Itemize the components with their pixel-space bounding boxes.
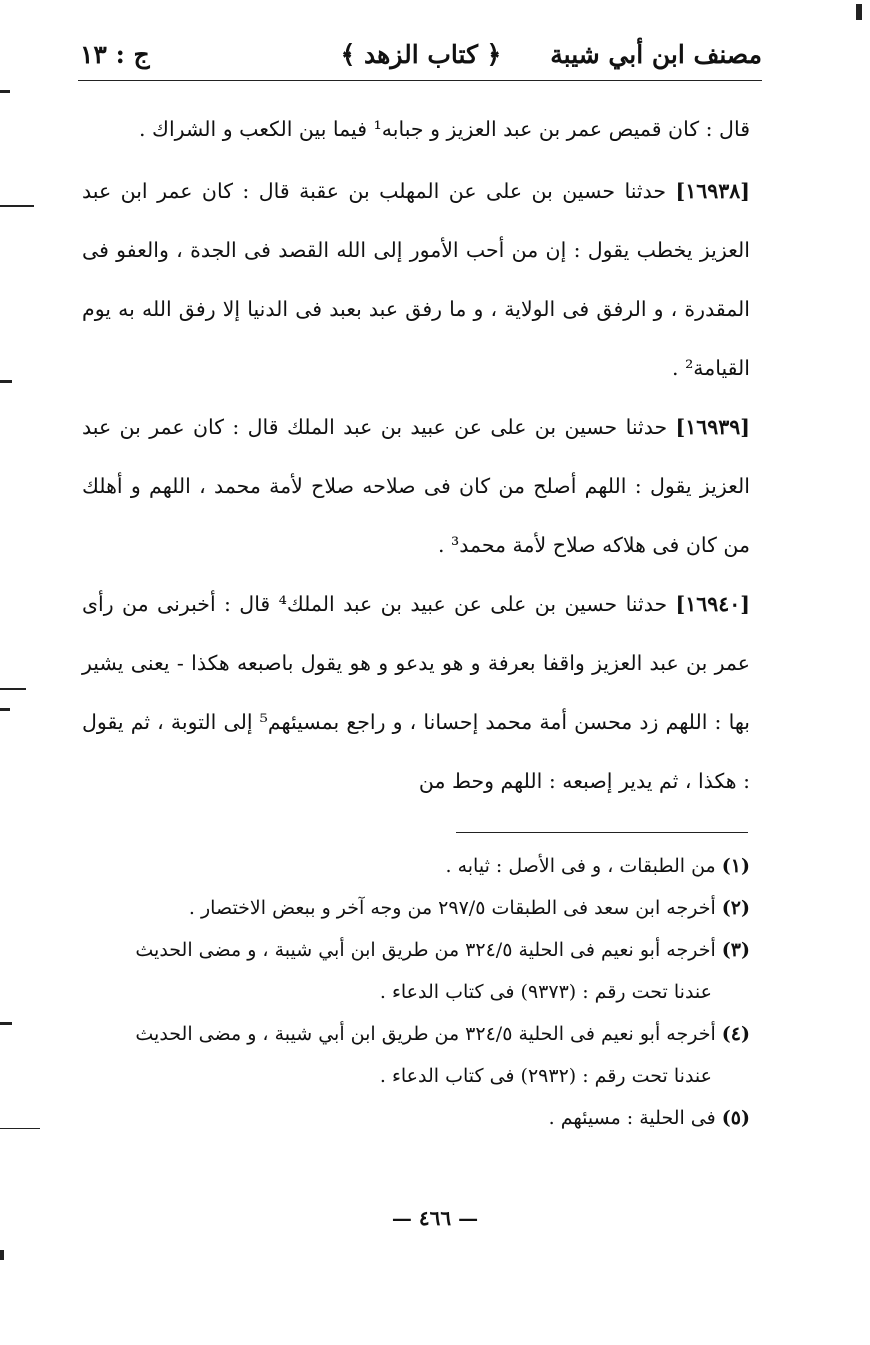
hadith-number: [١٦٩٤٠] <box>675 592 750 616</box>
paragraph-text: حدثنا حسين بن على عن عبيد بن عبد الملك⁴ قال : أخبرنى من رأى عمر بن عبد العزيز واقفا بعرفة و هو يدعو و هو يقول باصبعه هكذا - يعنى يشير بها : اللهم زد محسن أمة محمد إحسانا ، و راجع بمسيئهم⁵ إلى التوبة ، ثم يقول : هكذا ، ثم يدير إصبعه : اللهم وحط من <box>82 592 750 793</box>
scan-mark <box>0 380 12 383</box>
footnote <box>82 1097 750 1139</box>
scan-mark <box>0 708 10 711</box>
book-title: مصنف ابن أبي شيبة <box>550 40 762 69</box>
paragraph <box>82 100 750 159</box>
footnote-continuation: عندنا تحت رقم : (٢٩٣٢) فى كتاب الدعاء . <box>379 1065 712 1087</box>
paragraph <box>82 162 750 398</box>
footnote-number: (٢) <box>721 897 750 919</box>
footnote-number: (٥) <box>721 1107 750 1129</box>
chapter-title: ﴿ كتاب الزهد ﴾ <box>340 40 502 69</box>
scan-mark <box>0 90 10 93</box>
scan-mark <box>856 4 862 20</box>
scan-mark <box>0 688 26 690</box>
footnote-text: فى الحلية : مسيئهم . <box>548 1107 716 1129</box>
footnotes <box>82 845 750 1139</box>
paragraph-text: قال : كان قميص عمر بن عبد العزيز و جبابه¹ فيما بين الكعب و الشراك . <box>139 117 750 141</box>
hadith-number: [١٦٩٣٩] <box>675 415 750 439</box>
footnote <box>82 845 750 887</box>
paragraph-text: حدثنا حسين بن على عن المهلب بن عقبة قال : كان عمر ابن عبد العزيز يخطب يقول : إن من أحب الأمور إلى الله القصد فى الجدة ، والعفو فى المقدرة ، و الرفق فى الولاية ، و ما رفق عبد بعبد فى الدنيا إلا رفق الله به يوم القيامة² . <box>82 179 750 380</box>
header-divider <box>78 80 762 81</box>
footnote <box>82 929 750 971</box>
paragraph <box>82 575 750 811</box>
footnote <box>82 887 750 929</box>
scan-mark <box>0 1022 12 1025</box>
footnote-number: (٤) <box>721 1023 750 1045</box>
footnote-divider <box>456 832 748 833</box>
footnote-text: أخرجه أبو نعيم فى الحلية ٣٢٤/٥ من طريق ابن أبي شيبة ، و مضى الحديث <box>135 939 716 961</box>
paragraph-text: حدثنا حسين بن على عن عبيد بن عبد الملك قال : كان عمر بن عبد العزيز يقول : اللهم أصلح من كان فى صلاحه صلاح لأمة محمد ، اللهم و أهلك من كان فى هلاكه صلاح لأمة محمد³ . <box>82 415 750 557</box>
footnote-text: من الطبقات ، و فى الأصل : ثيابه . <box>445 855 716 877</box>
page-header <box>80 36 762 78</box>
main-text <box>82 100 750 811</box>
paragraph <box>82 398 750 575</box>
footnote-text: أخرجه أبو نعيم فى الحلية ٣٢٤/٥ من طريق ابن أبي شيبة ، و مضى الحديث <box>135 1023 716 1045</box>
scan-mark <box>0 205 34 207</box>
hadith-number: [١٦٩٣٨] <box>675 179 750 203</box>
scan-mark <box>0 1128 40 1129</box>
footnote <box>82 1013 750 1055</box>
volume-label: ج : ١٣ <box>80 40 150 69</box>
scan-mark <box>0 1250 4 1260</box>
footnote-text: أخرجه ابن سعد فى الطبقات ٢٩٧/٥ من وجه آخر و ببعض الاختصار . <box>188 897 716 919</box>
footnote-number: (١) <box>721 855 750 877</box>
page-number: — ٤٦٦ — <box>391 1206 479 1230</box>
footnote-continuation: عندنا تحت رقم : (٩٣٧٣) فى كتاب الدعاء . <box>379 981 712 1003</box>
footnote-number: (٣) <box>721 939 750 961</box>
